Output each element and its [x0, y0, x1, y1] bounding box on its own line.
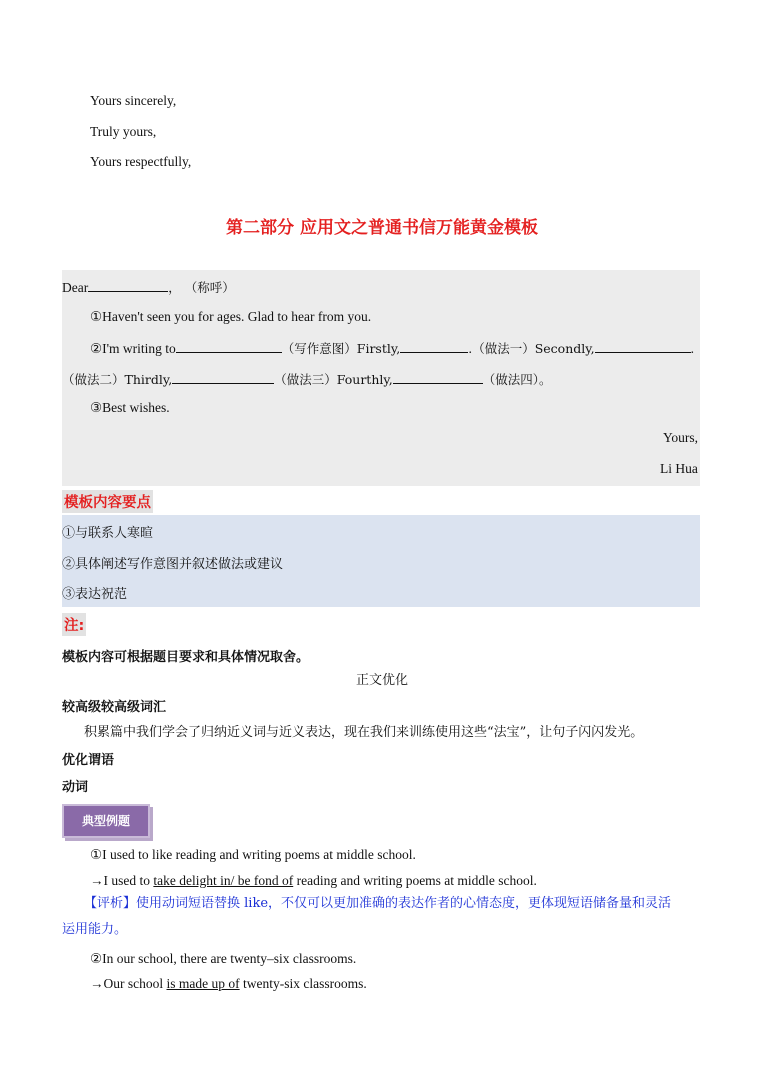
ex2-rewrite-suffix: twenty-six classrooms. [239, 976, 367, 991]
section-title: 第二部分 应用文之普通书信万能黄金模板 [226, 218, 538, 238]
point-item-3: ③表达祝范 [62, 587, 128, 602]
verb-heading: 动词 [62, 780, 89, 795]
template-line-4: ③Best wishes. [90, 400, 170, 415]
line2-part-a: ②I'm writing to [90, 341, 176, 356]
predicate-heading: 优化谓语 [62, 753, 115, 768]
example-2-rewrite [90, 976, 367, 992]
ex1-rewrite-prefix: →I used to [90, 873, 154, 888]
salutation-note: ， （称呼） [168, 280, 235, 295]
line2-part-b: （写作意图）Firstly, [281, 341, 401, 356]
line3-part-c: （做法四）。 [482, 372, 552, 387]
note-text: 模板内容可根据题目要求和具体情况取舍。 [62, 650, 310, 665]
ex1-rewrite-suffix: reading and writing poems at middle school. [293, 873, 537, 888]
template-salutation-line [62, 278, 235, 296]
body-optimization-title: 正文优化 [355, 673, 408, 688]
step1-blank [400, 340, 468, 353]
purpose-blank [176, 340, 282, 353]
template-line-2 [90, 339, 694, 357]
template-line-1: ①Haven't seen you for ages. Glad to hear from you. [90, 309, 372, 324]
example-1: ①I used to like reading and writing poems at middle school. [90, 847, 416, 862]
point-item-2: ②具体阐述写作意图并叙述做法或建议 [62, 557, 284, 572]
note-heading: 注: [62, 613, 86, 636]
typical-example-badge: 典型例题 [62, 804, 150, 838]
sign-off-name: Li Hua [660, 461, 698, 476]
line2-part-c: .（做法一）Secondly, [468, 341, 595, 356]
template-line-3 [62, 370, 552, 388]
ex2-rewrite-prefix: →Our school [90, 976, 167, 991]
step2-blank [595, 340, 691, 353]
ex2-rewrite-phrase: is made up of [166, 976, 240, 991]
point-item-1: ①与联系人寒暄 [62, 526, 154, 541]
analysis-line-2: 运用能力。 [62, 922, 128, 937]
closing-line-3: Yours respectfully, [90, 154, 192, 169]
step4-blank [393, 371, 483, 384]
dear-label: Dear [62, 280, 89, 295]
vocab-heading: 较高级较高级词汇 [62, 700, 167, 715]
analysis-paragraph [62, 891, 702, 943]
ex1-rewrite-phrase: take delight in/ be fond of [153, 873, 294, 888]
closing-line-2: Truly yours, [90, 124, 157, 139]
intro-paragraph: 积累篇中我们学会了归纳近义词与近义表达，现在我们来训练使用这些“法宝”，让句子闪闪发光。 [84, 725, 644, 740]
line3-part-b: （做法三）Fourthly, [274, 372, 393, 387]
step3-blank [172, 371, 274, 384]
closing-line-1: Yours sincerely, [90, 93, 177, 108]
sign-off-yours: Yours, [663, 430, 699, 445]
analysis-line-1: 【评析】使用动词短语替换 like，不仅可以更加准确的表达作者的心情态度，更体现短语储备量和灵活 [84, 896, 672, 911]
points-box [62, 515, 700, 607]
points-heading: 模板内容要点 [62, 490, 153, 513]
example-2: ②In our school, there are twenty–six classrooms. [90, 951, 357, 966]
salutation-blank [88, 279, 168, 292]
line2-part-d: . [690, 341, 695, 356]
example-1-rewrite [90, 873, 537, 889]
line3-part-a: （做法二）Thirdly, [62, 372, 173, 387]
